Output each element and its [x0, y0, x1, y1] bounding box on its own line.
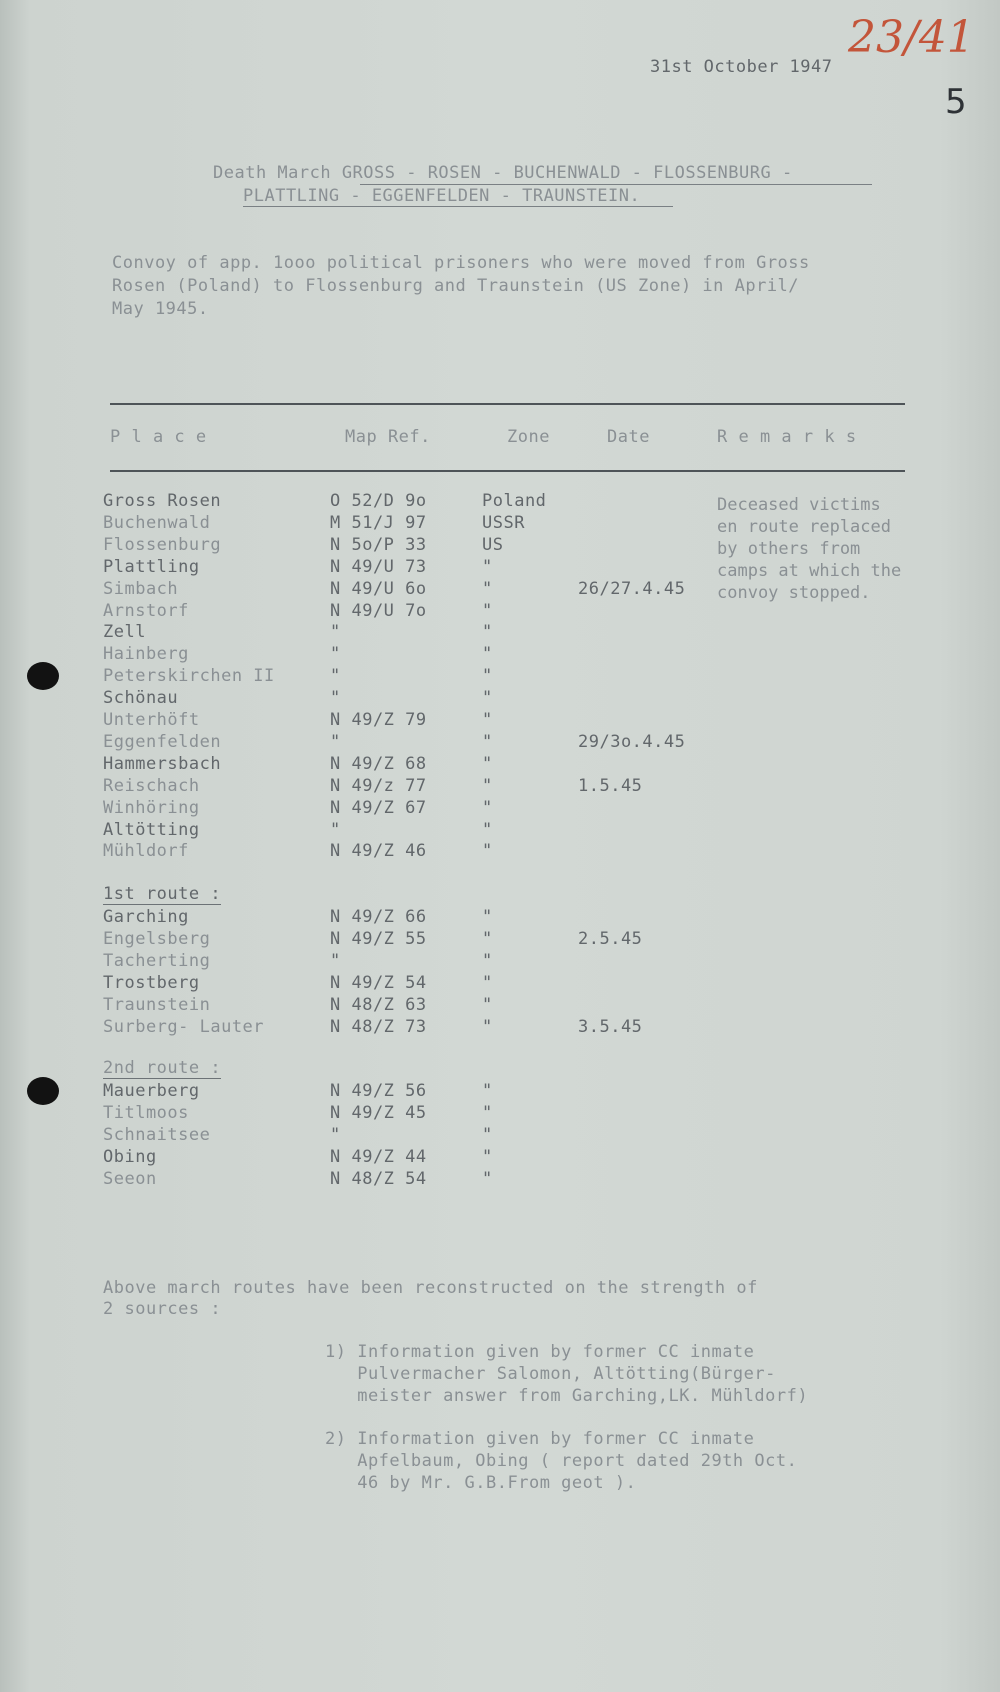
header-remarks: R e m a r k s [717, 427, 857, 447]
page-number: 5 [945, 82, 967, 122]
table-row [0, 534, 1000, 556]
place-cell: Eggenfelden [103, 731, 222, 752]
table-row [0, 994, 1000, 1016]
map-ref-cell: N 48/Z 73 [330, 1016, 427, 1037]
source1-line-3: meister answer from Garching,LK. Mühldorf) [325, 1386, 809, 1406]
remarks-line: convoy stopped. [717, 583, 871, 603]
zone-cell: USSR [482, 512, 525, 533]
place-cell: Schönau [103, 688, 179, 709]
map-ref-cell: N 49/Z 44 [330, 1146, 427, 1167]
map-ref-cell: N 49/Z 54 [330, 972, 427, 993]
zone-cell: " [482, 731, 493, 752]
header-date: Date [607, 427, 650, 447]
place-cell: Buchenwald [103, 512, 211, 533]
zone-cell: Poland [482, 491, 547, 511]
zone-cell: " [482, 666, 493, 687]
zone-cell: " [482, 1081, 493, 1101]
title-line-2: PLATTLING - EGGENFELDEN - TRAUNSTEIN. [243, 186, 641, 206]
place-cell: Altötting [103, 819, 200, 840]
intro-line-1: Convoy of app. 1ooo political prisoners who were moved from Gross [112, 253, 810, 273]
place-cell: Trostberg [103, 972, 200, 993]
map-ref-cell: " [330, 688, 341, 709]
map-ref-cell: N 48/Z 54 [330, 1168, 427, 1189]
zone-cell: " [482, 644, 493, 665]
place-cell: Garching [103, 907, 189, 927]
route1-label: 1st route : [103, 884, 222, 904]
map-ref-cell: N 5o/P 33 [330, 534, 427, 555]
zone-cell: " [482, 775, 493, 796]
table-row [0, 1102, 1000, 1124]
table-row [0, 600, 1000, 622]
table-row [0, 819, 1000, 841]
table-row [0, 1016, 1000, 1038]
zone-cell: " [482, 1146, 493, 1167]
zone-cell: " [482, 797, 493, 818]
remarks-line: by others from [717, 539, 861, 559]
place-cell: Mauerberg [103, 1081, 200, 1101]
source1-line-1: 1) Information given by former CC inmate [325, 1342, 755, 1362]
table-row [0, 512, 1000, 534]
title-line-1: Death March GROSS - ROSEN - BUCHENWALD - FLOSSENBURG - [213, 163, 793, 183]
zone-cell: " [482, 578, 493, 599]
zone-cell: " [482, 753, 493, 774]
header-map-ref: Map Ref. [345, 427, 431, 447]
zone-cell: " [482, 622, 493, 643]
map-ref-cell: " [330, 622, 341, 643]
zone-cell: " [482, 1124, 493, 1145]
zone-cell: " [482, 819, 493, 840]
table-row [0, 709, 1000, 731]
table-row [0, 1124, 1000, 1146]
place-cell: Obing [103, 1146, 157, 1167]
place-cell: Surberg- Lauter [103, 1016, 265, 1037]
table-row [0, 775, 1000, 797]
place-cell: Flossenburg [103, 534, 222, 555]
map-ref-cell: N 49/Z 46 [330, 841, 427, 862]
map-ref-cell: N 49/U 6o [330, 578, 427, 599]
zone-cell: " [482, 600, 493, 621]
table-row [0, 1080, 1000, 1102]
intro-line-2: Rosen (Poland) to Flossenburg and Traunstein (US Zone) in April/ [112, 276, 800, 296]
table-row [0, 643, 1000, 665]
zone-cell: " [482, 994, 493, 1015]
zone-cell: " [482, 1016, 493, 1037]
map-ref-cell: N 49/Z 66 [330, 907, 427, 927]
remarks-line: Deceased victims [717, 495, 881, 515]
table-row [0, 928, 1000, 950]
date-cell: 2.5.45 [578, 928, 643, 949]
map-ref-cell: " [330, 950, 341, 971]
map-ref-cell: N 49/Z 56 [330, 1081, 427, 1101]
map-ref-cell: O 52/D 9o [330, 491, 427, 511]
map-ref-cell: N 49/Z 45 [330, 1102, 427, 1123]
zone-cell: " [482, 841, 493, 862]
table-row [0, 1146, 1000, 1168]
date-cell: 26/27.4.45 [578, 578, 686, 599]
date-cell: 3.5.45 [578, 1016, 643, 1037]
table-row [0, 578, 1000, 600]
table-row [0, 621, 1000, 643]
source1-line-2: Pulvermacher Salomon, Altötting(Bürger- [325, 1364, 776, 1384]
place-cell: Arnstorf [103, 600, 189, 621]
map-ref-cell: N 49/U 73 [330, 556, 427, 577]
table-row [0, 731, 1000, 753]
table-row [0, 753, 1000, 775]
handwritten-reference: 23/41 [848, 12, 975, 63]
intro-line-3: May 1945. [112, 299, 209, 319]
place-cell: Gross Rosen [103, 491, 222, 511]
table-row [0, 950, 1000, 972]
place-cell: Tacherting [103, 950, 211, 971]
zone-cell: " [482, 688, 493, 709]
place-cell: Traunstein [103, 994, 211, 1015]
zone-cell: " [482, 928, 493, 949]
footer-intro-line-2: 2 sources : [103, 1299, 222, 1319]
place-cell: Winhöring [103, 797, 200, 818]
place-cell: Hainberg [103, 644, 189, 665]
place-cell: Schnaitsee [103, 1124, 211, 1145]
map-ref-cell: N 49/Z 79 [330, 710, 427, 730]
title-underline-2 [243, 206, 673, 207]
punch-hole-bottom [27, 1077, 59, 1105]
table-top-rule [110, 403, 905, 405]
zone-cell: " [482, 972, 493, 993]
zone-cell: US [482, 534, 504, 555]
map-ref-cell: M 51/J 97 [330, 512, 427, 533]
route2-label: 2nd route : [103, 1058, 222, 1078]
table-row [0, 797, 1000, 819]
source2-line-3: 46 by Mr. G.B.From geot ). [325, 1473, 637, 1493]
remarks-line: camps at which the [717, 561, 902, 581]
map-ref-cell: " [330, 819, 341, 840]
table-row [0, 840, 1000, 862]
map-ref-cell: " [330, 1124, 341, 1145]
table-row [0, 556, 1000, 578]
table-row [0, 665, 1000, 687]
title-underline-1 [360, 184, 872, 185]
map-ref-cell: N 48/Z 63 [330, 994, 427, 1015]
map-ref-cell: " [330, 666, 341, 687]
map-ref-cell: N 49/Z 67 [330, 797, 427, 818]
source2-line-1: 2) Information given by former CC inmate [325, 1429, 755, 1449]
date-cell: 1.5.45 [578, 775, 643, 796]
map-ref-cell: " [330, 644, 341, 665]
place-cell: Simbach [103, 578, 179, 599]
zone-cell: " [482, 1102, 493, 1123]
zone-cell: " [482, 556, 493, 577]
table-row [0, 490, 1000, 512]
place-cell: Plattling [103, 556, 200, 577]
place-cell: Hammersbach [103, 753, 222, 774]
footer-intro-line-1: Above march routes have been reconstructed on the strength of [103, 1278, 758, 1298]
header-zone: Zone [507, 427, 550, 447]
remarks-line: en route replaced [717, 517, 891, 537]
zone-cell: " [482, 710, 493, 730]
punch-hole-top [27, 662, 59, 690]
map-ref-cell: N 49/U 7o [330, 600, 427, 621]
source2-line-2: Apfelbaum, Obing ( report dated 29th Oct. [325, 1451, 798, 1471]
table-header-rule [110, 470, 905, 472]
place-cell: Peterskirchen II [103, 666, 275, 687]
zone-cell: " [482, 1168, 493, 1189]
map-ref-cell: N 49/Z 68 [330, 753, 427, 774]
place-cell: Seeon [103, 1168, 157, 1189]
table-row [0, 1168, 1000, 1190]
place-cell: Unterhöft [103, 710, 200, 730]
table-row [0, 972, 1000, 994]
header-place: P l a c e [110, 427, 207, 447]
place-cell: Mühldorf [103, 841, 189, 862]
zone-cell: " [482, 950, 493, 971]
map-ref-cell: N 49/Z 55 [330, 928, 427, 949]
zone-cell: " [482, 907, 493, 927]
date-cell: 29/3o.4.45 [578, 731, 686, 752]
place-cell: Zell [103, 622, 146, 643]
map-ref-cell: " [330, 731, 341, 752]
table-row [0, 906, 1000, 928]
document-date: 31st October 1947 [650, 57, 833, 77]
map-ref-cell: N 49/z 77 [330, 775, 427, 796]
place-cell: Titlmoos [103, 1102, 189, 1123]
place-cell: Reischach [103, 775, 200, 796]
table-row [0, 687, 1000, 709]
place-cell: Engelsberg [103, 928, 211, 949]
